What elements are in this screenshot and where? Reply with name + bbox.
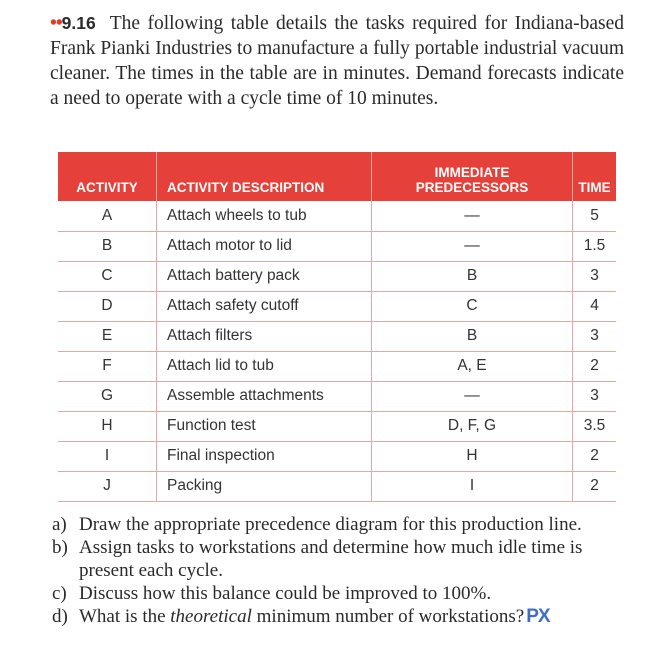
cell-activity: C: [58, 261, 157, 291]
cell-time: 5: [573, 201, 617, 231]
table-row: [58, 231, 616, 261]
table-row: [58, 381, 616, 411]
cell-description: Packing: [157, 471, 372, 501]
cell-description: Final inspection: [157, 441, 372, 471]
question-text-italic: theoretical: [170, 606, 252, 627]
header-description: ACTIVITY DESCRIPTION: [157, 152, 372, 201]
cell-time: 4: [573, 291, 617, 321]
cell-predecessors: A, E: [372, 351, 573, 381]
cell-activity: I: [58, 441, 157, 471]
task-table: [58, 152, 616, 502]
table-row: [58, 351, 616, 381]
problem-statement: [50, 11, 624, 111]
difficulty-dots: ••: [50, 13, 62, 34]
table-row: [58, 321, 616, 351]
question-d: [52, 605, 624, 628]
cell-description: Assemble attachments: [157, 381, 372, 411]
problem-text: The following table details the tasks required for Indiana-based Frank Pianki Industries to manufacture a fully portable industrial vacuum cleaner. The times in the table are in minutes. Demand forecasts indicate a need to operate with a cycle time of 10 minutes.: [50, 13, 624, 109]
cell-activity: J: [58, 471, 157, 501]
cell-time: 2: [573, 471, 617, 501]
cell-description: Attach wheels to tub: [157, 201, 372, 231]
cell-description: Attach motor to lid: [157, 231, 372, 261]
cell-activity: G: [58, 381, 157, 411]
header-time: TIME: [573, 152, 617, 201]
cell-description: Function test: [157, 411, 372, 441]
cell-predecessors: —: [372, 201, 573, 231]
cell-activity: F: [58, 351, 157, 381]
table-row: [58, 411, 616, 441]
cell-predecessors: B: [372, 321, 573, 351]
question-label: a): [52, 514, 67, 535]
cell-description: Attach filters: [157, 321, 372, 351]
cell-description: Attach lid to tub: [157, 351, 372, 381]
cell-predecessors: C: [372, 291, 573, 321]
cell-time: 1.5: [573, 231, 617, 261]
table-header-row: [58, 152, 616, 201]
cell-activity: E: [58, 321, 157, 351]
cell-activity: B: [58, 231, 157, 261]
cell-predecessors: —: [372, 381, 573, 411]
header-predecessors-line2: PREDECESSORS: [415, 180, 529, 195]
question-label: b): [52, 537, 68, 558]
question-list: [52, 513, 624, 628]
question-b: [52, 536, 624, 582]
question-text-before: What is the: [79, 606, 171, 627]
cell-activity: D: [58, 291, 157, 321]
question-c: [52, 582, 624, 605]
question-text: Discuss how this balance could be improved to 100%.: [79, 583, 492, 604]
question-label: d): [52, 606, 68, 627]
px-badge-icon[interactable]: PX: [526, 606, 550, 627]
header-predecessors: [372, 152, 573, 201]
question-text: [79, 605, 624, 628]
task-table-grid: [58, 152, 616, 502]
cell-predecessors: I: [372, 471, 573, 501]
problem-number: 9.16: [61, 13, 96, 33]
question-text-after: minimum number of workstations?: [251, 606, 525, 627]
question-a: [52, 513, 624, 536]
cell-predecessors: H: [372, 441, 573, 471]
header-activity: ACTIVITY: [76, 180, 138, 195]
question-text: Draw the appropriate precedence diagram for this production line.: [79, 514, 582, 535]
cell-description: Attach battery pack: [157, 261, 372, 291]
cell-time: 2: [573, 351, 617, 381]
cell-activity: A: [58, 201, 157, 231]
cell-description: Attach safety cutoff: [157, 291, 372, 321]
header-predecessors-line1: IMMEDIATE: [434, 165, 510, 180]
table-row: [58, 471, 616, 501]
cell-activity: H: [58, 411, 157, 441]
table-row: [58, 261, 616, 291]
cell-predecessors: B: [372, 261, 573, 291]
table-row: [58, 441, 616, 471]
cell-time: 3: [573, 321, 617, 351]
cell-predecessors: —: [372, 231, 573, 261]
cell-time: 2: [573, 441, 617, 471]
table-row: [58, 201, 616, 231]
cell-time: 3: [573, 381, 617, 411]
question-label: c): [52, 583, 67, 604]
question-text: Assign tasks to workstations and determine how much idle time is present each cycle.: [79, 537, 583, 581]
table-row: [58, 291, 616, 321]
cell-time: 3.5: [573, 411, 617, 441]
cell-predecessors: D, F, G: [372, 411, 573, 441]
cell-time: 3: [573, 261, 617, 291]
